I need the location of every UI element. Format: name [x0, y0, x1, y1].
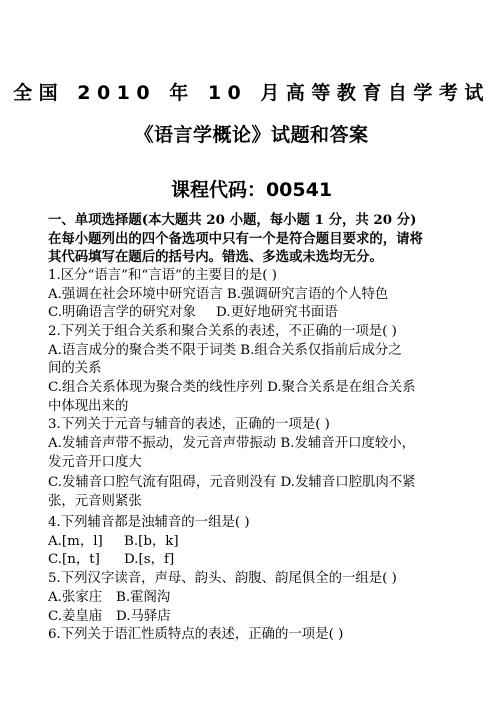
q5-option-a: A.张家庄	[48, 590, 103, 605]
q1-option-c: C.明确语言学的研究对象	[48, 305, 196, 320]
exam-title: 全国 2010 年 10 月高等教育自学考试	[13, 82, 490, 104]
q5-options-cd	[48, 608, 171, 625]
q4-options-ab	[48, 533, 179, 550]
q4-option-b: B.[b，k]	[124, 534, 179, 549]
section-instruction-line-1: 在每小题列出的四个备选项中只有一个是符合题目要求的，请将	[48, 231, 423, 247]
q4-option-a: A.[m，l]	[48, 534, 103, 549]
q2-options-cd-line-2: 中体现出来的	[48, 399, 129, 414]
q5-options-ab	[48, 589, 170, 606]
question-5: 5.下列汉字读音，声母、韵头、韵腹、韵尾俱全的一组是( )	[48, 571, 397, 586]
q1-option-a: A.强调在社会环境中研究语言	[48, 287, 223, 302]
question-6: 6.下列关于语汇性质特点的表述，正确的一项是( )	[48, 627, 344, 642]
q3-options-ab-line-1: A.发辅音声带不振动，发元音声带振动 B.发辅音开口度较小，	[48, 436, 416, 451]
q1-option-b: B.强调研究言语的个人特色	[226, 287, 389, 302]
q4-option-c: C.[n，t]	[48, 552, 100, 567]
q2-options-cd-line-1: C.组合关系体现为聚合类的线性序列 D.聚合关系是在组合关系	[48, 380, 416, 395]
q3-options-ab-line-2: 发元音开口度大	[48, 455, 142, 470]
q2-options-ab-line-1: A.语言成分的聚合类不限于词类 B.组合关系仅指前后成分之	[48, 343, 402, 358]
q3-options-cd-line-2: 张，元音则紧张	[48, 494, 142, 509]
question-2: 2.下列关于组合关系和聚合关系的表述，不正确的一项是( )	[48, 324, 397, 339]
q4-options-cd	[48, 551, 174, 568]
question-1: 1.区分“语言”和“言语”的主要目的是( )	[48, 268, 277, 283]
section-heading: 一、单项选择题(本大题共 20 小题，每小题 1 分，共 20 分)	[48, 212, 417, 228]
q1-option-d: D.更好地研究书面语	[216, 305, 338, 320]
q5-option-b: B.霍阁沟	[116, 590, 171, 605]
q4-option-d: D.[s，f]	[124, 552, 175, 567]
course-code: 课程代码：00541	[170, 179, 333, 201]
question-1-options-ab	[48, 286, 388, 303]
question-3: 3.下列关于元音与辅音的表述，正确的一项是( )	[48, 417, 330, 432]
q3-options-cd-line-1: C.发辅音口腔气流有阻碍，元音则没有 D.发辅音口腔肌肉不紧	[48, 475, 416, 490]
q5-option-d: D.马驿店	[116, 609, 171, 624]
question-1-options-cd	[48, 304, 338, 321]
section-instruction-line-2: 其代码填写在题后的括号内。错选、多选或未选均无分。	[48, 249, 383, 265]
q5-option-c: C.姜皇庙	[48, 609, 103, 624]
paper-title: 《语言学概论》试题和答案	[134, 124, 369, 146]
q2-options-ab-line-2: 间的关系	[48, 361, 102, 376]
question-4: 4.下列辅音都是浊辅音的一组是( )	[48, 515, 250, 530]
